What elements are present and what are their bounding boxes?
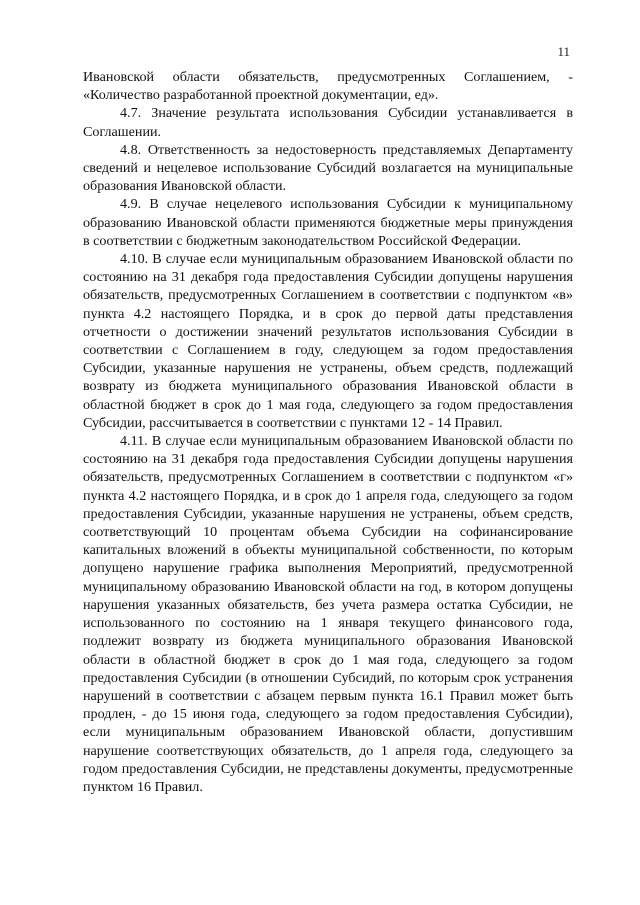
paragraph-continuation: Ивановской области обязательств, предусмотренных Соглашением, - «Количество разработанной проектной документации, ед». bbox=[83, 69, 573, 104]
document-body bbox=[83, 68, 573, 796]
paragraph-4-8: 4.8. Ответственность за недостоверность представляемых Департаменту сведений и нецелевое использование Субсидий возлагается на муниципальные образования Ивановской области. bbox=[83, 141, 573, 195]
paragraph-4-11: 4.11. В случае если муниципальным образованием Ивановской области по состоянию на 31 декабря года предоставления Субсидии допущены нарушения обязательств, предусмотренных Соглашением в соответствии с подпунктом «г» пункта 4.2 настоящего Порядка, и в срок до 1 апреля года, следующего за годом предоставления Субсидии, указанные нарушения не устранены, объем средств, соответствующий 10 процентам объема Субсидии на софинансирование капитальных вложений в объекты муниципальной собственности, по которым допущено нарушение графика выполнения Мероприятий, предусмотренной муниципальному образованию Ивановской области на год, в котором допущены нарушения указанных обязательств, без учета размера остатка Субсидии, не использованного по состоянию на 1 января текущего финансового года, подлежит возврату из бюджета муниципального образования Ивановской области в областной бюджет в срок до 1 мая года, следующего за годом предоставления Субсидии (в отношении Субсидий, по которым срок устранения нарушений в соответствии с абзацем первым пункта 16.1 Правил может быть продлен, - до 15 июня года, следующего за годом предоставления Субсидии), если муниципальным образованием Ивановской области, допустившим нарушение соответствующих обязательств, до 1 апреля года, следующего за годом предоставления Субсидии, не представлены документы, предусмотренные пунктом 16 Правил. bbox=[83, 433, 573, 795]
page-number: 11 bbox=[557, 44, 570, 59]
paragraph-4-9: 4.9. В случае нецелевого использования Субсидии к муниципальному образованию Ивановской области применяются бюджетные меры принуждения в соответствии с бюджетным законодательством Российской Федерации. bbox=[83, 196, 573, 249]
paragraph-4-7: 4.7. Значение результата использования Субсидии устанавливается в Соглашении. bbox=[83, 105, 573, 140]
paragraph-4-10: 4.10. В случае если муниципальным образованием Ивановской области по состоянию на 31 декабря года предоставления Субсидии допущены нарушения обязательств, предусмотренных Соглашением в соответствии с подпунктом «в» пункта 4.2 настоящего Порядка, и в срок до первой даты представления отчетности о достижении значений результатов использования Субсидии в соответствии с Соглашением в году, следующем за годом предоставления Субсидии, указанные нарушения не устранены, объем средств, подлежащий возврату из бюджета муниципального образования Ивановской области в областной бюджет в срок до 1 мая года, следующего за годом предоставления Субсидии, рассчитывается в соответствии с пунктами 12 - 14 Правил. bbox=[83, 251, 573, 431]
